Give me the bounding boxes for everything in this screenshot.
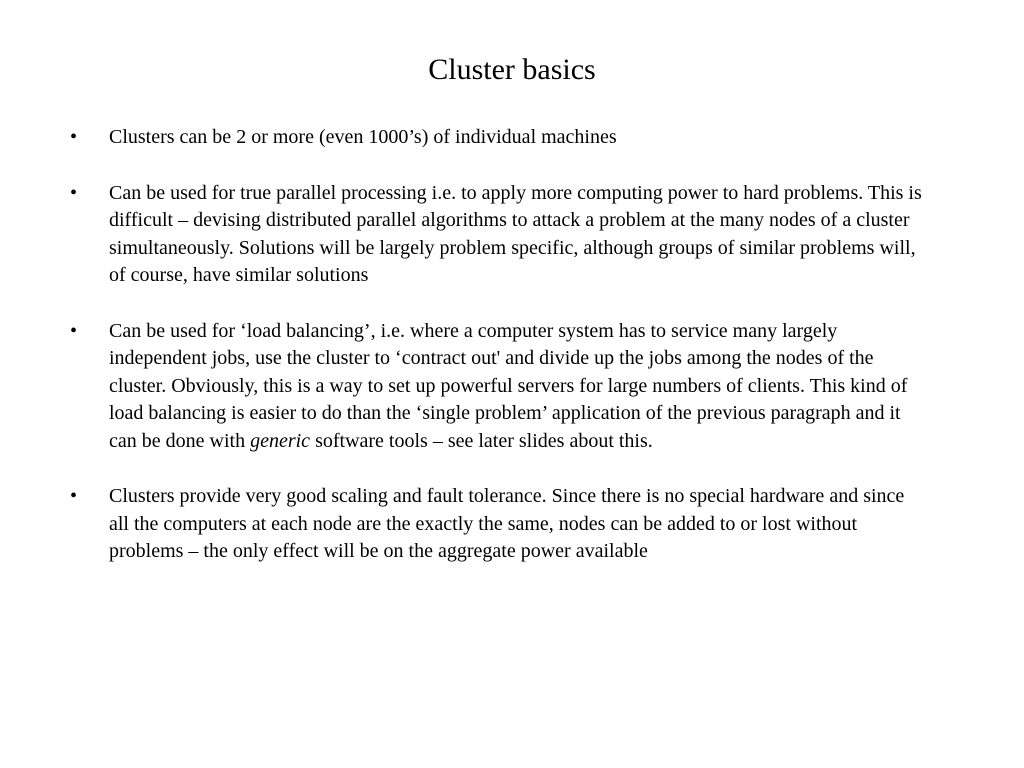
bullet-item-1 bbox=[0, 124, 1024, 152]
bullet-text-3-italic: generic bbox=[250, 429, 311, 452]
bullet-marker: • bbox=[70, 126, 78, 148]
bullet-text-3-after: software tools – see later slides about this. bbox=[310, 429, 653, 452]
bullet-text-1: Clusters can be 2 or more (even 1000’s) of individual machines bbox=[109, 126, 617, 148]
bullet-item-4 bbox=[0, 483, 1024, 566]
bullet-text-3-before: Can be used for ‘load balancing’, i.e. where a computer system has to service many largely independent jobs, use the cluster to ‘contract out' and divide up the jobs among the nodes of the cluster. Obviously, this is a way to set up powerful servers for large numbers of clients. This kind of load balancing is easier to do than the ‘single problem’ application of the previous paragraph and it can be done with bbox=[109, 319, 908, 452]
bullet-list bbox=[0, 124, 1024, 594]
bullet-item-3 bbox=[0, 318, 1024, 456]
bullet-marker: • bbox=[70, 485, 78, 507]
slide-title: Cluster basics bbox=[428, 53, 596, 86]
bullet-marker: • bbox=[70, 319, 78, 342]
bullet-item-2 bbox=[0, 180, 1024, 290]
bullet-marker: • bbox=[70, 181, 78, 204]
bullet-text-2: Can be used for true parallel processing i.e. to apply more computing power to hard problems. This is difficult – devising distributed parallel algorithms to attack a problem at the many nodes of a cluster simultaneously. Solutions will be largely problem specific, although groups of similar problems will, of course, have similar solutions bbox=[109, 181, 922, 286]
bullet-text-3 bbox=[109, 318, 929, 456]
bullet-text-4: Clusters provide very good scaling and fault tolerance. Since there is no special hardware and since all the computers at each node are the exactly the same, nodes can be added to or lost without problems – the only effect will be on the aggregate power available bbox=[109, 485, 905, 562]
